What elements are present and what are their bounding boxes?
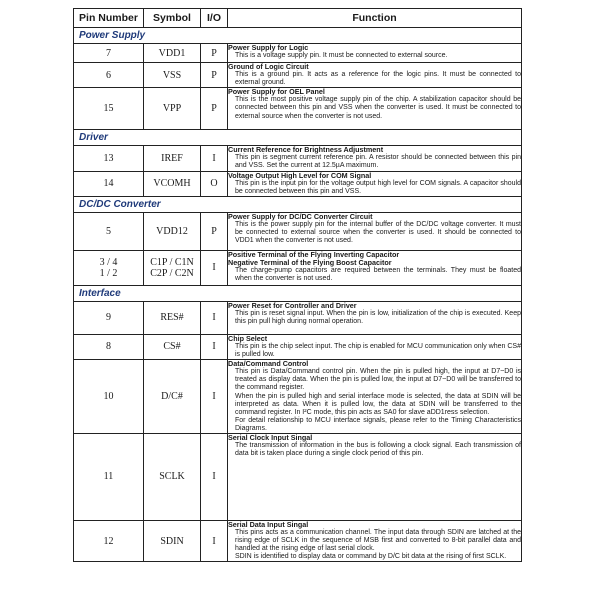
io-type: I: [201, 146, 228, 171]
pin-number: 13: [74, 146, 144, 171]
table-row: [74, 212, 522, 250]
function-description: This is the most positive voltage supply pin of the chip. A stabilization capacitor should be connected between this pin and VSS when the converter is used. It must be connected to external source when the converter is not used.: [235, 96, 521, 120]
io-type: I: [201, 520, 228, 561]
function-cell: [228, 88, 522, 130]
function-cell: [228, 334, 522, 359]
function-cell: [228, 212, 522, 250]
table-header-row: [74, 9, 522, 28]
table-row: [74, 360, 522, 434]
function-cell: [228, 250, 522, 285]
table-row: [74, 88, 522, 130]
function-description: This pin is the input pin for the voltage output high level for COM signals. A capacitor should be connected between this pin and VSS.: [235, 179, 521, 195]
symbol: CS#: [144, 334, 201, 359]
io-type: I: [201, 433, 228, 520]
function-title: Power Supply for Logic: [228, 43, 309, 52]
pin-number: 12: [74, 520, 144, 561]
symbol: VDD1: [144, 44, 201, 63]
function-title: Power Supply for OEL Panel: [228, 87, 325, 97]
symbol: SCLK: [144, 433, 201, 520]
function-description: The charge-pump capacitors are required between the terminals. They must be floated when the converter is not used.: [235, 267, 521, 283]
table-row: [74, 520, 522, 561]
table-row: [74, 146, 522, 171]
symbol: VCOMH: [144, 171, 201, 196]
io-type: O: [201, 171, 228, 196]
function-cell: [228, 520, 522, 561]
pin-number: 10: [74, 360, 144, 434]
function-description: This is the power supply pin for the internal buffer of the DC/DC voltage converter. It must be connected to external source when the converter is used. It should be connected to VDD1 when the converter is not used.: [235, 220, 521, 245]
pin-number: 14: [74, 171, 144, 196]
io-type: I: [201, 250, 228, 285]
pin-number: 5: [74, 212, 144, 250]
function-title: Serial Clock Input Singal: [228, 433, 313, 442]
function-description: This pin is reset signal input. When the pin is low, initialization of the chip is executed. Keep this pin pull high during normal operation.: [235, 309, 521, 326]
function-title: Ground of Logic Circuit: [228, 62, 309, 71]
function-title: Serial Data Input Singal: [228, 520, 309, 529]
symbol: VPP: [144, 88, 201, 130]
pin-number: 11: [74, 433, 144, 520]
pin-number: 9: [74, 301, 144, 334]
section-row: [74, 28, 522, 44]
function-title: Power Reset for Controller and Driver: [228, 301, 357, 310]
section-row: [74, 196, 522, 212]
function-title: Data/Command Control: [228, 359, 309, 369]
io-type: I: [201, 334, 228, 359]
table-row: [74, 433, 522, 520]
symbol: RES#: [144, 301, 201, 334]
symbol: C1P / C1N C2P / C2N: [144, 250, 201, 285]
io-type: P: [201, 88, 228, 130]
table-row: [74, 44, 522, 63]
io-type: P: [201, 44, 228, 63]
function-description: The transmission of information in the bus is following a clock signal. Each transmission of data bit is taken place during a single clock period of this pin.: [235, 442, 521, 458]
function-cell: [228, 433, 522, 520]
header-symbol: Symbol: [144, 9, 201, 28]
function-title: Current Reference for Brightness Adjustment: [228, 145, 384, 155]
function-description: This pin is segment current reference pin. A resistor should be connected between this pin and VSS. Set the current at 12.5µA maximum.: [235, 154, 521, 170]
table-row: [74, 171, 522, 196]
pin-number: 8: [74, 334, 144, 359]
table-row: [74, 63, 522, 88]
symbol: VDD12: [144, 212, 201, 250]
header-function: Function: [228, 9, 522, 28]
symbol: D/C#: [144, 360, 201, 434]
pin-number: 7: [74, 44, 144, 63]
function-description: This pin is Data/Command control pin. When the pin is pulled high, the input at D7~D0 is treated as display data. When the pin is pulled low, the input at D7~D0 will be transferred to the command register. When the pin is pulled high and serial interface mode is selected, the data at SDIN will be interpreted as data. When it is pulled low, the data at SDIN will be transferred to the command register. In I²C mode, this pin acts as SA0 for slave aDD1ress selection. For detail relationship to MCU interface signals, please refer to the Timing Characteristics Diagrams.: [235, 368, 521, 432]
function-description: This pin is the chip select input. The chip is enabled for MCU communication only when CS# is pulled low.: [235, 342, 521, 359]
io-type: P: [201, 63, 228, 88]
section-title: Power Supply: [74, 28, 522, 44]
header-pin-number: Pin Number: [74, 9, 144, 28]
pin-description-table: [73, 8, 522, 562]
function-title: Negative Terminal of the Flying Boost Capacitor: [228, 257, 392, 267]
symbol: IREF: [144, 146, 201, 171]
pin-number: 6: [74, 63, 144, 88]
table-row: [74, 334, 522, 359]
symbol: SDIN: [144, 520, 201, 561]
table-row: [74, 301, 522, 334]
function-title: Voltage Output High Level for COM Signal: [228, 171, 372, 180]
section-row: [74, 285, 522, 301]
function-cell: [228, 146, 522, 171]
function-cell: [228, 301, 522, 334]
section-row: [74, 130, 522, 146]
symbol: VSS: [144, 63, 201, 88]
function-cell: [228, 171, 522, 196]
pin-number: 15: [74, 88, 144, 130]
section-title: DC/DC Converter: [74, 196, 522, 212]
pin-number: 3 / 4 1 / 2: [74, 250, 144, 285]
io-type: I: [201, 360, 228, 434]
section-title: Interface: [74, 285, 522, 301]
header-io: I/O: [201, 9, 228, 28]
function-title: Power Supply for DC/DC Converter Circuit: [228, 212, 373, 221]
function-cell: [228, 63, 522, 88]
function-title: Positive Terminal of the Flying Inverting Capacitor: [228, 250, 400, 259]
function-cell: [228, 44, 522, 63]
function-description: This is a voltage supply pin. It must be connected to external source.: [235, 52, 448, 60]
function-cell: [228, 360, 522, 434]
io-type: P: [201, 212, 228, 250]
function-title: Chip Select: [228, 334, 268, 343]
section-title: Driver: [74, 130, 522, 146]
table-row: [74, 250, 522, 285]
function-description: This is a ground pin. It acts as a reference for the logic pins. It must be connected to external ground.: [235, 71, 521, 87]
io-type: I: [201, 301, 228, 334]
function-description: This pins acts as a communication channel. The input data through SDIN are latched at the rising edge of SCLK in the sequence of MSB first and converted to 8-bit parallel data and handled at the rising edge of last serial clock. SDIN is identified to display data or command by D/C bit data at the rising of first SCLK.: [235, 529, 521, 561]
